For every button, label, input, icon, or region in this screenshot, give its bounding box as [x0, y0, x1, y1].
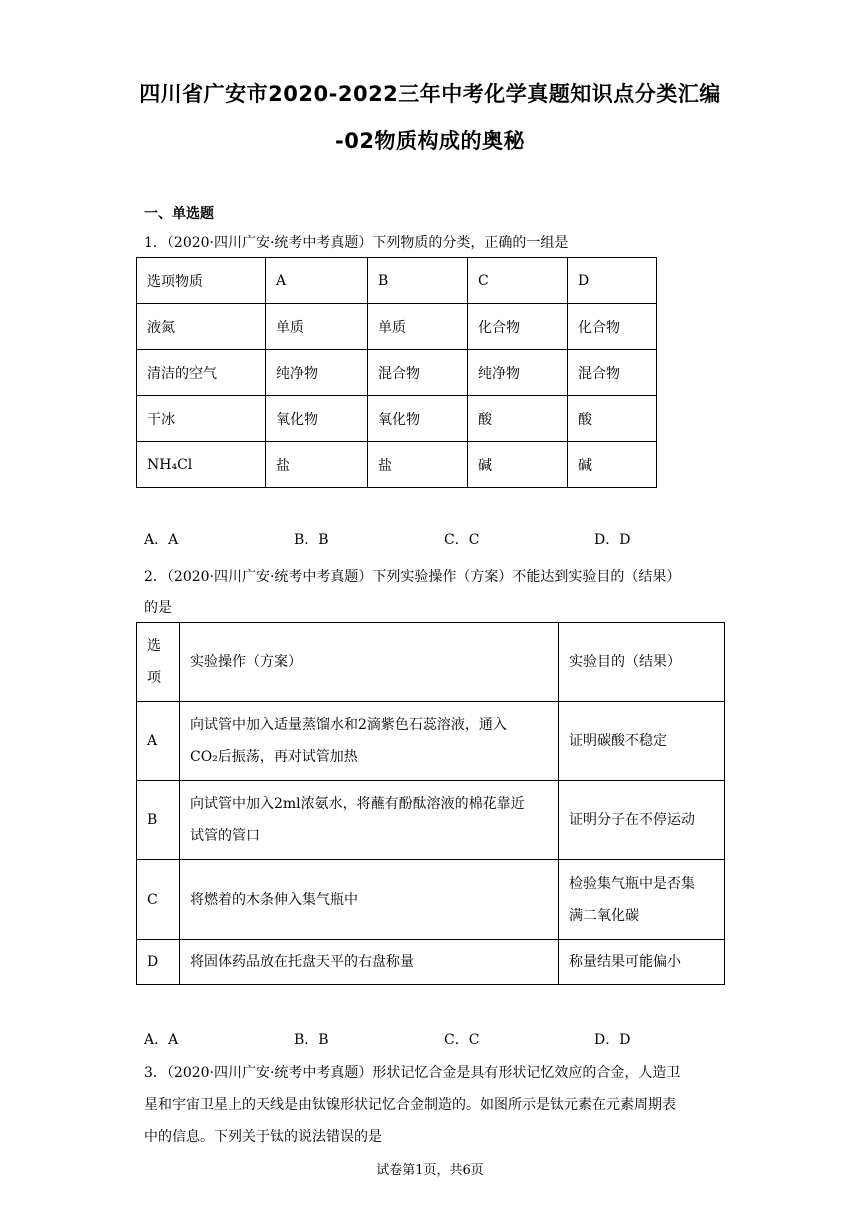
- section-heading: 一、单选题: [144, 206, 214, 222]
- table-row: [137, 350, 657, 396]
- table-header-row: [137, 623, 725, 702]
- table-row: [137, 940, 725, 985]
- table-cell: 干冰: [137, 396, 266, 442]
- table-cell: 向试管中加入适量蒸馏水和2滴紫色石蕊溶液，通入 CO₂后振荡，再对试管加热: [180, 702, 559, 781]
- table-cell: 碱: [568, 442, 657, 488]
- table-cell: B: [137, 781, 180, 860]
- table-cell: 实验操作（方案）: [180, 623, 559, 702]
- question-2-stem-line1: 2．（2020·四川广安·统考中考真题）下列实验操作（方案）不能达到实验目的（结果）: [144, 569, 681, 585]
- table-header-row: [137, 258, 657, 304]
- option-c: C．C: [444, 1032, 480, 1048]
- table-cell: 纯净物: [468, 350, 568, 396]
- table-cell: 证明碳酸不稳定: [559, 702, 725, 781]
- table-cell: 氧化物: [266, 396, 368, 442]
- option-d: D．D: [594, 1032, 631, 1048]
- table-row: [137, 860, 725, 940]
- table-cell: 选项物质: [137, 258, 266, 304]
- table-cell: 化合物: [468, 304, 568, 350]
- option-b: B．B: [294, 1032, 329, 1048]
- table-cell: 证明分子在不停运动: [559, 781, 725, 860]
- document-subtitle: -02物质构成的奥秘: [335, 129, 525, 153]
- table-cell: 酸: [468, 396, 568, 442]
- table-cell: 盐: [266, 442, 368, 488]
- table-cell: 单质: [368, 304, 468, 350]
- table-cell: C: [468, 258, 568, 304]
- table-cell: 氧化物: [368, 396, 468, 442]
- table-row: [137, 304, 657, 350]
- table-cell: C: [137, 860, 180, 940]
- option-c: C．C: [444, 532, 480, 548]
- option-a: A．A: [144, 1032, 179, 1048]
- table-cell: NH₄Cl: [137, 442, 266, 488]
- question-1-stem: 1．（2020·四川广安·统考中考真题）下列物质的分类，正确的一组是: [144, 235, 569, 251]
- question-2-stem-line2: 的是: [144, 600, 172, 616]
- table-cell: 将固体药品放在托盘天平的右盘称量: [180, 940, 559, 985]
- table-cell: 混合物: [568, 350, 657, 396]
- table-cell: A: [137, 702, 180, 781]
- option-b: B．B: [294, 532, 329, 548]
- table-cell: 向试管中加入2ml浓氨水，将蘸有酚酞溶液的棉花靠近 试管的管口: [180, 781, 559, 860]
- table-row: [137, 702, 725, 781]
- table-cell: 酸: [568, 396, 657, 442]
- table-cell: 碱: [468, 442, 568, 488]
- table-cell: A: [266, 258, 368, 304]
- table-cell: 液氮: [137, 304, 266, 350]
- question-3-line1: 3．（2020·四川广安·统考中考真题）形状记忆合金是具有形状记忆效应的合金，人造卫: [144, 1065, 681, 1081]
- table-cell: 实验目的（结果）: [559, 623, 725, 702]
- table-cell: 检验集气瓶中是否集 满二氧化碳: [559, 860, 725, 940]
- table-cell: 盐: [368, 442, 468, 488]
- table-cell: 混合物: [368, 350, 468, 396]
- table-cell: 清洁的空气: [137, 350, 266, 396]
- table-cell: B: [368, 258, 468, 304]
- table-cell: 纯净物: [266, 350, 368, 396]
- question-3-line2: 星和宇宙卫星上的天线是由钛镍形状记忆合金制造的。如图所示是钛元素在元素周期表: [144, 1097, 676, 1113]
- table-row: [137, 442, 657, 488]
- table-cell: 单质: [266, 304, 368, 350]
- table-cell: 化合物: [568, 304, 657, 350]
- table-cell: D: [137, 940, 180, 985]
- question-2-table: [136, 622, 725, 985]
- table-cell: 称量结果可能偏小: [559, 940, 725, 985]
- option-d: D．D: [594, 532, 631, 548]
- table-row: [137, 396, 657, 442]
- table-cell: D: [568, 258, 657, 304]
- option-a: A．A: [144, 532, 179, 548]
- question-3-line3: 中的信息。下列关于钛的说法错误的是: [144, 1129, 382, 1145]
- table-cell: 将燃着的木条伸入集气瓶中: [180, 860, 559, 940]
- page-footer: 试卷第1页，共6页: [376, 1163, 484, 1178]
- question-1-table: [136, 257, 657, 488]
- table-cell: 选 项: [137, 623, 180, 702]
- document-title: 四川省广安市2020-2022三年中考化学真题知识点分类汇编: [139, 82, 721, 106]
- table-row: [137, 781, 725, 860]
